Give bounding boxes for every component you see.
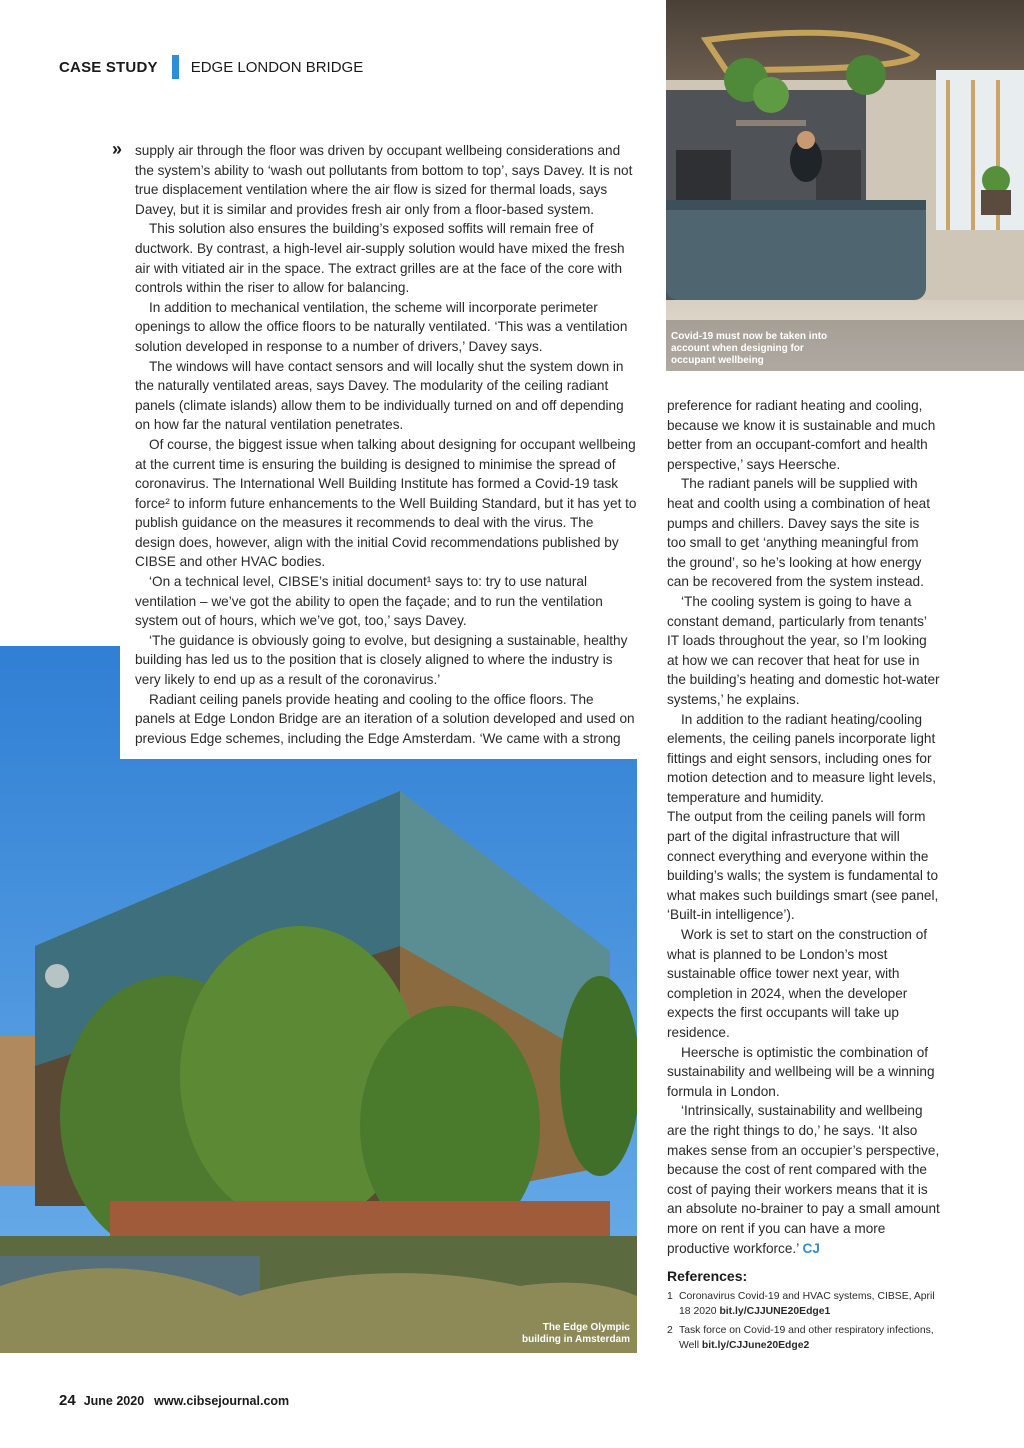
top-photo-caption: Covid-19 must now be taken into account when designing for occupant wellbeing: [671, 331, 828, 366]
paragraph: Work is set to start on the construction of what is planned to be London’s most sustainable office tower next year, with completion in 2024, when the developer expects the first occupants will take up residence.: [667, 927, 928, 1040]
paragraph: ‘The guidance is obviously going to evolve, but designing a sustainable, healthy building has led us to the position that is closely aligned to where the industry is very likely to end up as a result of the coronavirus.’: [135, 632, 628, 688]
page-footer: [59, 1392, 289, 1409]
right-text-column: [667, 396, 941, 1258]
reference-number: 1: [667, 1291, 673, 1302]
main-text-column: [135, 141, 637, 748]
reference-item: [667, 1289, 947, 1319]
reference-text: Task force on Covid-19 and other respiratory infections, Well: [679, 1325, 934, 1351]
continued-marker: »: [112, 139, 123, 159]
paragraph: Of course, the biggest issue when talking about designing for occupant wellbeing at the current time is ensuring the building is designed to minimise the spread of coronavirus. The International Well Building Institute has formed a Covid-19 task force² to inform future enhancements to the Well Building Standard, but it has yet to publish guidance on the measures it recommends to deal with the virus. The design does, however, align with the initial Covid recommendations published by CIBSE and other HVAC bodies.: [135, 436, 637, 570]
section-kicker: CASE STUDY: [59, 58, 158, 76]
page-header: [59, 55, 363, 79]
paragraph: This solution also ensures the building’s exposed soffits will remain free of ductwork. By contrast, a high-level air-supply solution would have mixed the fresh air with vitiated air in the space. The extract grilles are at the face of the core with controls within the riser to allow for balancing.: [135, 221, 625, 296]
page-number: 24: [59, 1392, 76, 1409]
paragraph: ‘On a technical level, CIBSE’s initial document¹ says to: try to use natural ventilation – we’ve got the ability to open the façade; and to run the ventilation system out of hours, which we’ve got, too,’ says Davey.: [135, 574, 603, 629]
reference-body: [679, 1323, 947, 1353]
office-kitchen-photo: [666, 0, 1024, 371]
paragraph: preference for radiant heating and cooling, because we know it is sustainable and much better from an occupant-comfort and health perspective,’ says Heersche.: [667, 398, 936, 472]
paragraph: The output from the ceiling panels will form part of the digital infrastructure that will connect everything and everyone within the building’s walls; the system is fundamental to what makes such buildings smart (see panel, ‘Built-in intelligence’).: [667, 809, 939, 923]
article-section-title: EDGE LONDON BRIDGE: [190, 58, 364, 76]
sign-off-mark: CJ: [802, 1240, 820, 1256]
paragraph: In addition to the radiant heating/cooling elements, the ceiling panels incorporate light fittings and eight sensors, including ones for motion detection and to measure light levels, temperature and humidity.: [667, 711, 937, 805]
reference-number: 2: [667, 1325, 673, 1336]
reference-body: [679, 1289, 947, 1319]
website-link[interactable]: www.cibsejournal.com: [154, 1394, 290, 1408]
closing-paragraph: [667, 1101, 941, 1258]
references-title: References:: [667, 1268, 748, 1284]
paragraph: The radiant panels will be supplied with heat and coolth using a combination of heat pumps and chillers. Davey says the site is too small to get ‘anything meaningful from the ground’, so he’s looking at how energy can be recovered from the system instead.: [667, 476, 931, 590]
closing-text: ‘Intrinsically, sustainability and wellbeing are the right things to do,’ he says. ‘It also makes sense from an occupier’s perspective, because the cost of rent compared with the cost of paying their workers means that it is an absolute no-brainer to pay a small amount more on rent if you can have a more productive workforce.’: [667, 1103, 940, 1256]
paragraph: ‘The cooling system is going to have a constant demand, particularly from tenants’ IT loads throughout the year, so I’m looking at how we can recover that heat for use in the building’s heating and domestic hot-water systems,’ he explains.: [667, 593, 940, 707]
paragraph: The windows will have contact sensors and will locally shut the system down in the naturally ventilated areas, says Davey. The modularity of the ceiling radiant panels (climate islands) allow them to be individually turned on and off depending on how far the natural ventilation penetrates.: [135, 358, 624, 433]
issue-date: June 2020: [83, 1394, 145, 1408]
office-kitchen-illustration: [666, 0, 1024, 371]
reference-link[interactable]: bit.ly/CJJUNE20Edge1: [719, 1306, 831, 1317]
references: [667, 1268, 947, 1357]
reference-text: Coronavirus Covid-19 and HVAC systems, CIBSE, April 18 2020: [679, 1291, 935, 1317]
paragraph: supply air through the floor was driven by occupant wellbeing considerations and the system’s ability to ‘wash out pollutants from bottom to top’, says Davey. It is not true displacement ventilation where the air flow is sized for thermal loads, says Davey, but it is similar and provides fresh air only from a floor-based system.: [135, 143, 633, 217]
reference-link[interactable]: bit.ly/CJJune20Edge2: [701, 1340, 810, 1351]
accent-bar: [172, 55, 179, 79]
reference-item: [667, 1323, 947, 1353]
paragraph: Radiant ceiling panels provide heating and cooling to the office floors. The panels at Edge London Bridge are an iteration of a solution developed and used on previous Edge schemes, including the Edge Amsterdam. ‘We came with a strong: [135, 691, 635, 746]
bottom-photo-caption: The Edge Olympic building in Amsterdam: [522, 1322, 630, 1345]
paragraph: In addition to mechanical ventilation, the scheme will incorporate perimeter openings to allow the office floors to be naturally ventilated. ‘This was a ventilation solution developed in response to a number of drivers,’ Davey says.: [135, 299, 628, 354]
paragraph: Heersche is optimistic the combination of sustainability and wellbeing will be a winning formula in London.: [667, 1044, 935, 1099]
